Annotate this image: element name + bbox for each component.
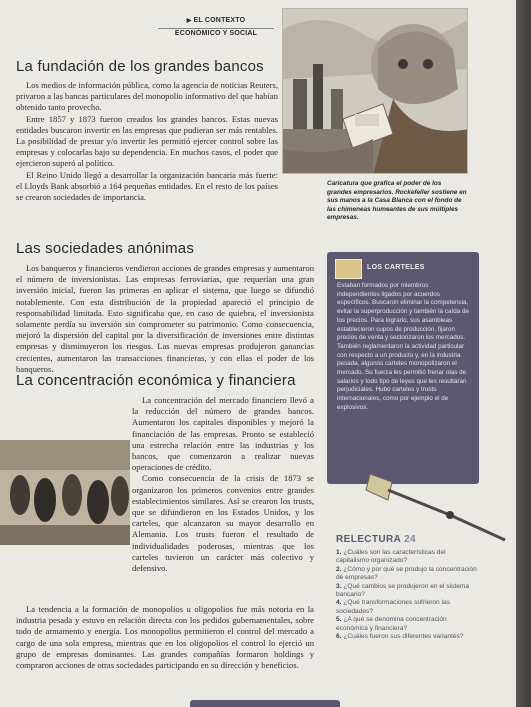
paragraph: El Reino Unido llegó a desarrollar la organización bancaria más fuerte: el Lloyds Bank absorbió a 164 pequeñas entidades. En el resto de los países se crearon sociedades de importancia. [16,169,278,203]
heading-grandes-bancos: La fundación de los grandes bancos [16,58,264,75]
paragraph: Como consecuencia de la crisis de 1873 se organizaron los primeros convenios entre grandes establecimientos similares. Así se crearon los trusts, que se difundieron en los Estados Unidos, y los carteles, que alcanzaron su mayor desarrollo en Alemania. Los trusts fueron el resultado de individualidades poderosas, mientras que los carteles tuvieron un carácter más colectivo y defensivo. [132,473,314,574]
heading-concentracion: La concentración económica y financiera [16,372,296,389]
relectura-list [336,549,478,641]
list-item: 2. ¿Cómo y por qué se produjo la concentración de empresas? [336,565,477,582]
text-sociedades-anonimas [16,263,314,375]
rockefeller-caricature-image [282,8,468,174]
heading-sociedades-anonimas: Las sociedades anónimas [16,240,195,257]
list-item: 5. ¿A qué se denomina concentración económica y financiera? [336,616,447,632]
list-item: 6. ¿Cuáles fueron sus diferentes variantes? [336,633,464,641]
paragraph: La tendencia a la formación de monopolios u oligopolios fue más notoria en la industria pesada y estuvo en relación directa con los pedidos gubernamentales, sobre todo de armamento y energía. Los monopolios permitieron el control del mercado a cargo de una sola empresa, mientras que en los oligopolios el control lo ejerció un grupo de empresas dominantes. Las grandes compañías formaron holdings y compraron acciones de otras sociedades participando en su dirección y beneficios. [16,604,314,671]
list-item: 4. ¿Qué transformaciones sufrieron las sociedades? [336,599,450,615]
relectura-questions [336,534,478,641]
list-item: 1. ¿Cuáles son las características del capitalismo organizado? [336,549,446,565]
relectura-number: 24 [404,534,417,545]
page-footer-bar [190,700,340,707]
section-tag: ▶ EL CONTEXTO ECONÓMICO Y SOCIAL [158,16,274,38]
carteles-box-title: LOS CARTELES [367,264,425,271]
stock-exchange-illustration [0,440,130,545]
carteles-info-box [327,252,479,484]
image-caption: Caricatura que grafica el poder de los grandes empresarios. Rockefeller sostiene en sus manos a la Casa Blanca con el fondo de las chimeneas humeantes de sus múltiples empresas. [327,180,467,221]
paragraph: Los banqueros y financieros vendieron acciones de grandes empresas y aumentaron el número de inversionistas. Las empresas ferroviarias, que requerían una gran inversión inicial, fueron las primeras en aplicar el sistema, que luego se difundió notablemente. Con esta distribución de la propiedad apareció el principio de responsabilidad limitada. Esto significaba que, en caso de quiebra, el inversionista solamente perdía su inversión sin comprometer su patrimonio. Como consecuencia, mejoró la dispersión del capital por la diversificación de inversiones entre distintas empresas y disminuyeron los riesgos. Las nuevas empresas produjeron ganancias crecientes, aumentaron las transacciones financieras, y con ellas el poder de los banqueros. [16,263,314,374]
text-concentracion-intro [132,395,314,574]
text-grandes-bancos [16,80,278,203]
section-tag-subtitle: ECONÓMICO Y SOCIAL [174,30,258,37]
relectura-title: RELECTURA 24 [336,534,417,545]
page-shadow [516,0,531,707]
carteles-box-body: Estaban formados por miembros independientes ligados por acuerdos específicos. Buscaron eliminar la competencia, evitar la superproducción y también la caída de los precios. Para lograrlo, sus asambleas establecieron cupos de producción, fijaron precios de venta y sectorizaron los mercados. También reglamentaron la actividad particular con respecto a un producto y, en la industria pesada, algunos carteles monopolizaron el mercado. Su fuerza les permitió frenar olas de salarios y todo tipo de leyes que les resultaran perjudiciales. Hubo carteles y trusts internacionales, como por ejemplo el de explosivos. [337,282,469,411]
paragraph: Entre 1857 y 1873 fueron creados los grandes bancos. Estas nuevas entidades buscaron invertir en las empresas que pudieran ser más rentables. La posibilidad de prestar y/o invertir les permitió ejercer control sobre las empresas y colocarlas bajo su dependencia. En muchos casos, el poder que ejercieron superó al político. [16,113,278,169]
list-item: 3. ¿Qué cambios se produjeron en el sistema bancario? [336,582,470,599]
paragraph: La concentración del mercado financiero llevó a la reducción del número de grandes bancos. Aumentaron los capitales disponibles y mejoró la financiación de las empresas. Pronto se estableció una estrecha relación entre las industrias y los bancos, que comenzaron a realizar nuevas operaciones de crédito. [132,395,314,473]
triangle-right-icon: ▶ [186,18,192,24]
documents-icon [335,259,362,279]
text-concentracion-monopolios [16,604,314,671]
paragraph: Los medios de información pública, como la agencia de noticias Reuters, privaron a las bancas particulares del monopolio informativo del que habían obtenido tanto provecho. [16,80,278,113]
